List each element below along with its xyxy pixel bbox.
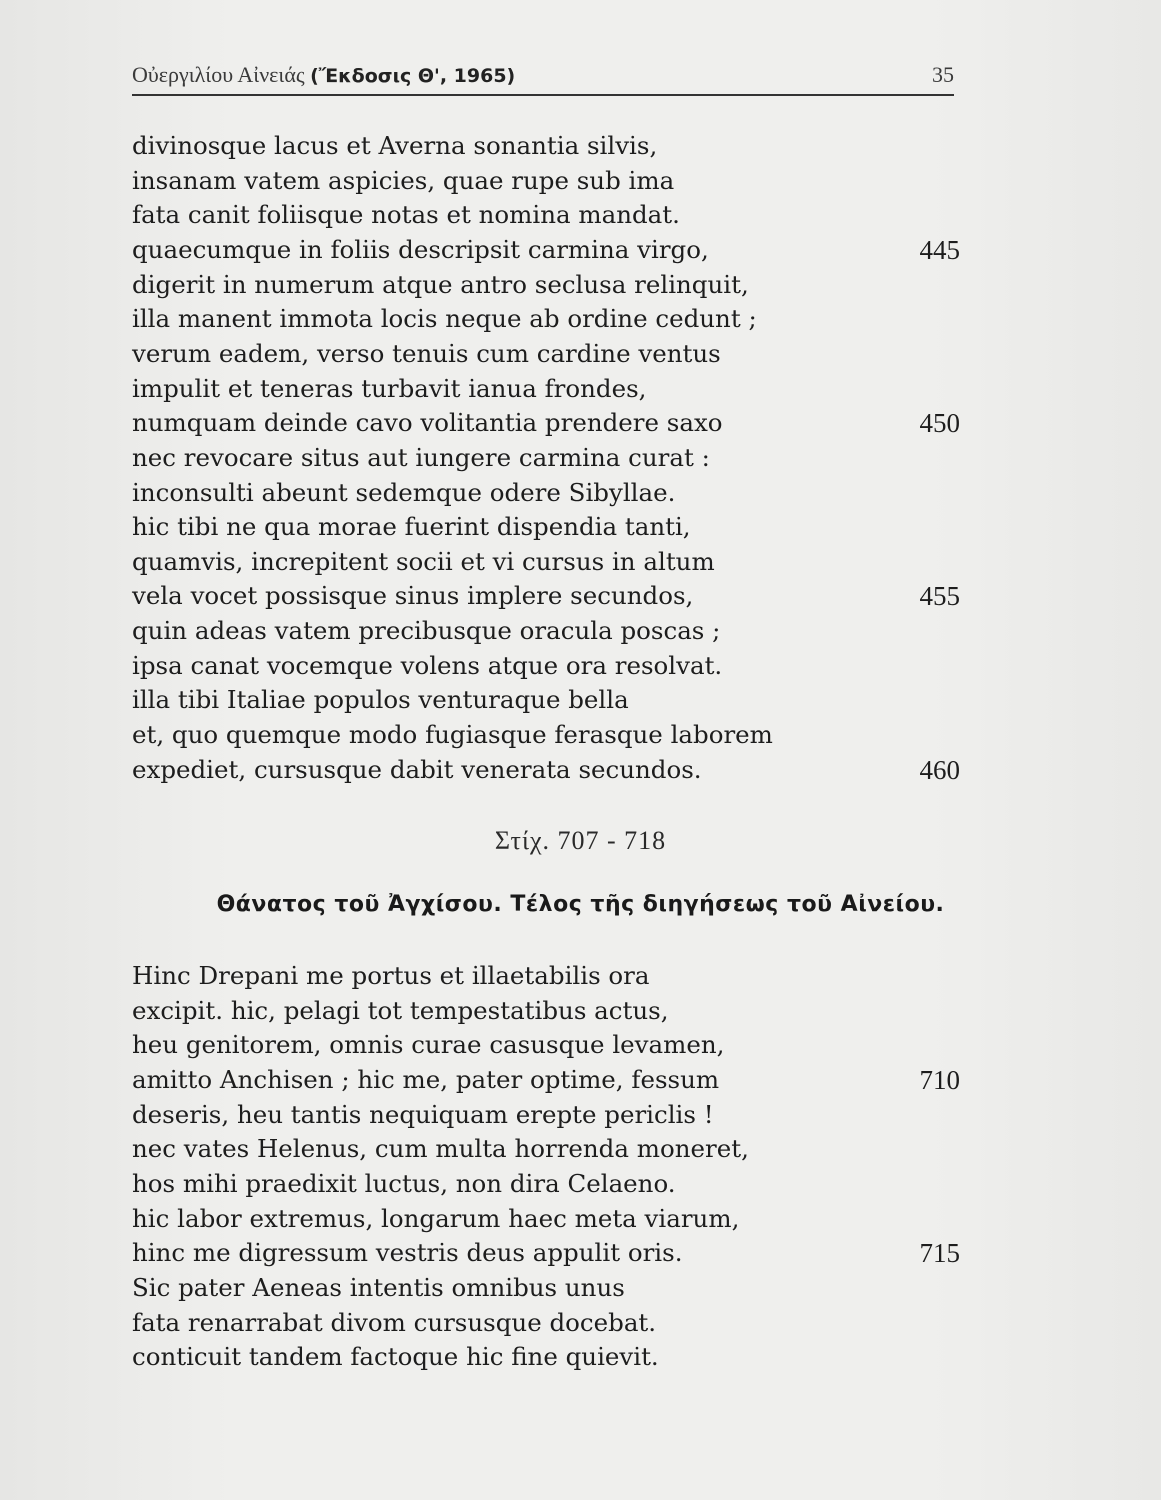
verse-line: [132, 1167, 962, 1202]
verse-line: [132, 1340, 962, 1375]
verse-line: [132, 718, 962, 753]
line-number: 450: [919, 408, 960, 439]
verse-line: [132, 198, 962, 233]
header-edition: (Ἔκδοσις Θ', 1965): [310, 65, 516, 87]
verse-text: verum eadem, verso tenuis cum cardine ventus: [132, 338, 721, 368]
verse-text: quaecumque in foliis descripsit carmina virgo,: [132, 234, 709, 264]
verse-line: [132, 994, 962, 1029]
verse-text: hic labor extremus, longarum haec meta viarum,: [132, 1203, 740, 1233]
verse-text: quin adeas vatem precibusque oracula poscas ;: [132, 616, 721, 646]
verse-text: hos mihi praedixit luctus, non dira Celaeno.: [132, 1168, 676, 1198]
verse-text: conticuit tandem factoque hic fine quievit.: [132, 1342, 659, 1372]
verse-line: [132, 959, 962, 994]
verse-line: [132, 1306, 962, 1341]
verse-text: digerit in numerum atque antro seclusa relinquit,: [132, 269, 749, 299]
verse-text: hinc me digressum vestris deus appulit oris.: [132, 1238, 683, 1268]
verse-line: [132, 579, 962, 614]
verse-text: impulit et teneras turbavit ianua frondes,: [132, 373, 647, 403]
verse-line: [132, 1236, 962, 1271]
verse-line: [132, 164, 962, 199]
verse-line: [132, 614, 962, 649]
verse-line: [132, 372, 962, 407]
running-header: [132, 60, 954, 96]
verse-line: [132, 233, 962, 268]
section-reference: Στίχ. 707 - 718: [494, 826, 667, 855]
verse-text: nec vates Helenus, cum multa horrenda moneret,: [132, 1134, 749, 1164]
verse-text: illa manent immota locis neque ab ordine cedunt ;: [132, 304, 757, 334]
line-number: 715: [919, 1238, 960, 1269]
verse-line: [132, 268, 962, 303]
verse-text: heu genitorem, omnis curae casusque levamen,: [132, 1030, 725, 1060]
verse-text: insanam vatem aspicies, quae rupe sub ima: [132, 165, 675, 195]
verse-line: [132, 406, 962, 441]
verse-text: quamvis, increpitent socii et vi cursus in altum: [132, 546, 715, 576]
verse-text: vela vocet possisque sinus implere secundos,: [132, 581, 694, 611]
verse-line: [132, 1063, 962, 1098]
verse-line: [132, 476, 962, 511]
header-title-text: Οὐεργιλίου Αἰνειάς: [132, 62, 305, 87]
verse-text: divinosque lacus et Averna sonantia silvis,: [132, 131, 658, 160]
verse-text: ipsa canat vocemque volens atque ora resolvat.: [132, 650, 723, 680]
verse-line: [132, 129, 962, 164]
verse-line: [132, 649, 962, 684]
verse-text: fata canit foliisque notas et nomina mandat.: [132, 200, 680, 230]
verse-line: [132, 337, 962, 372]
verse-text: inconsulti abeunt sedemque odere Sibyllae.: [132, 477, 676, 507]
verse-line: [132, 510, 962, 545]
verse-line: [132, 753, 962, 788]
verse-line: [132, 1202, 962, 1237]
line-number: 445: [919, 234, 960, 265]
verse-text: deseris, heu tantis nequiquam erepte periclis !: [132, 1099, 714, 1129]
verse-text: amitto Anchisen ; hic me, pater optime, fessum: [132, 1064, 720, 1094]
verse-text: numquam deinde cavo volitantia prendere saxo: [132, 408, 723, 438]
line-number: 710: [919, 1064, 960, 1095]
verse-text: nec revocare situs aut iungere carmina curat :: [132, 442, 710, 472]
verse-line: [132, 302, 962, 337]
verse-text: fata renarrabat divom cursusque docebat.: [132, 1307, 657, 1337]
verse-text: hic tibi ne qua morae fuerint dispendia tanti,: [132, 512, 691, 542]
verse-line: [132, 1271, 962, 1306]
header-title: [132, 62, 515, 88]
verse-line: [132, 683, 962, 718]
section-heading: Θάνατος τοῦ Ἀγχίσου. Τέλος τῆς διηγήσεως τοῦ Αἰνείου.: [216, 892, 945, 917]
line-number: 455: [919, 581, 960, 612]
verse-text: illa tibi Italiae populos venturaque bella: [132, 685, 629, 715]
verse-line: [132, 1098, 962, 1133]
verse-text: expediet, cursusque dabit venerata secundos.: [132, 754, 702, 784]
verse-text: Hinc Drepani me portus et illaetabilis ora: [132, 961, 650, 990]
verse-text: et, quo quemque modo fugiasque ferasque laborem: [132, 720, 773, 750]
verse-line: [132, 1028, 962, 1063]
verse-text: excipit. hic, pelagi tot tempestatibus actus,: [132, 995, 669, 1025]
verse-line: [132, 545, 962, 580]
verse-line: [132, 1132, 962, 1167]
line-number: 460: [919, 754, 960, 785]
verse-text: Sic pater Aeneas intentis omnibus unus: [132, 1272, 625, 1302]
page-number: 35: [932, 62, 954, 87]
verse-line: [132, 441, 962, 476]
